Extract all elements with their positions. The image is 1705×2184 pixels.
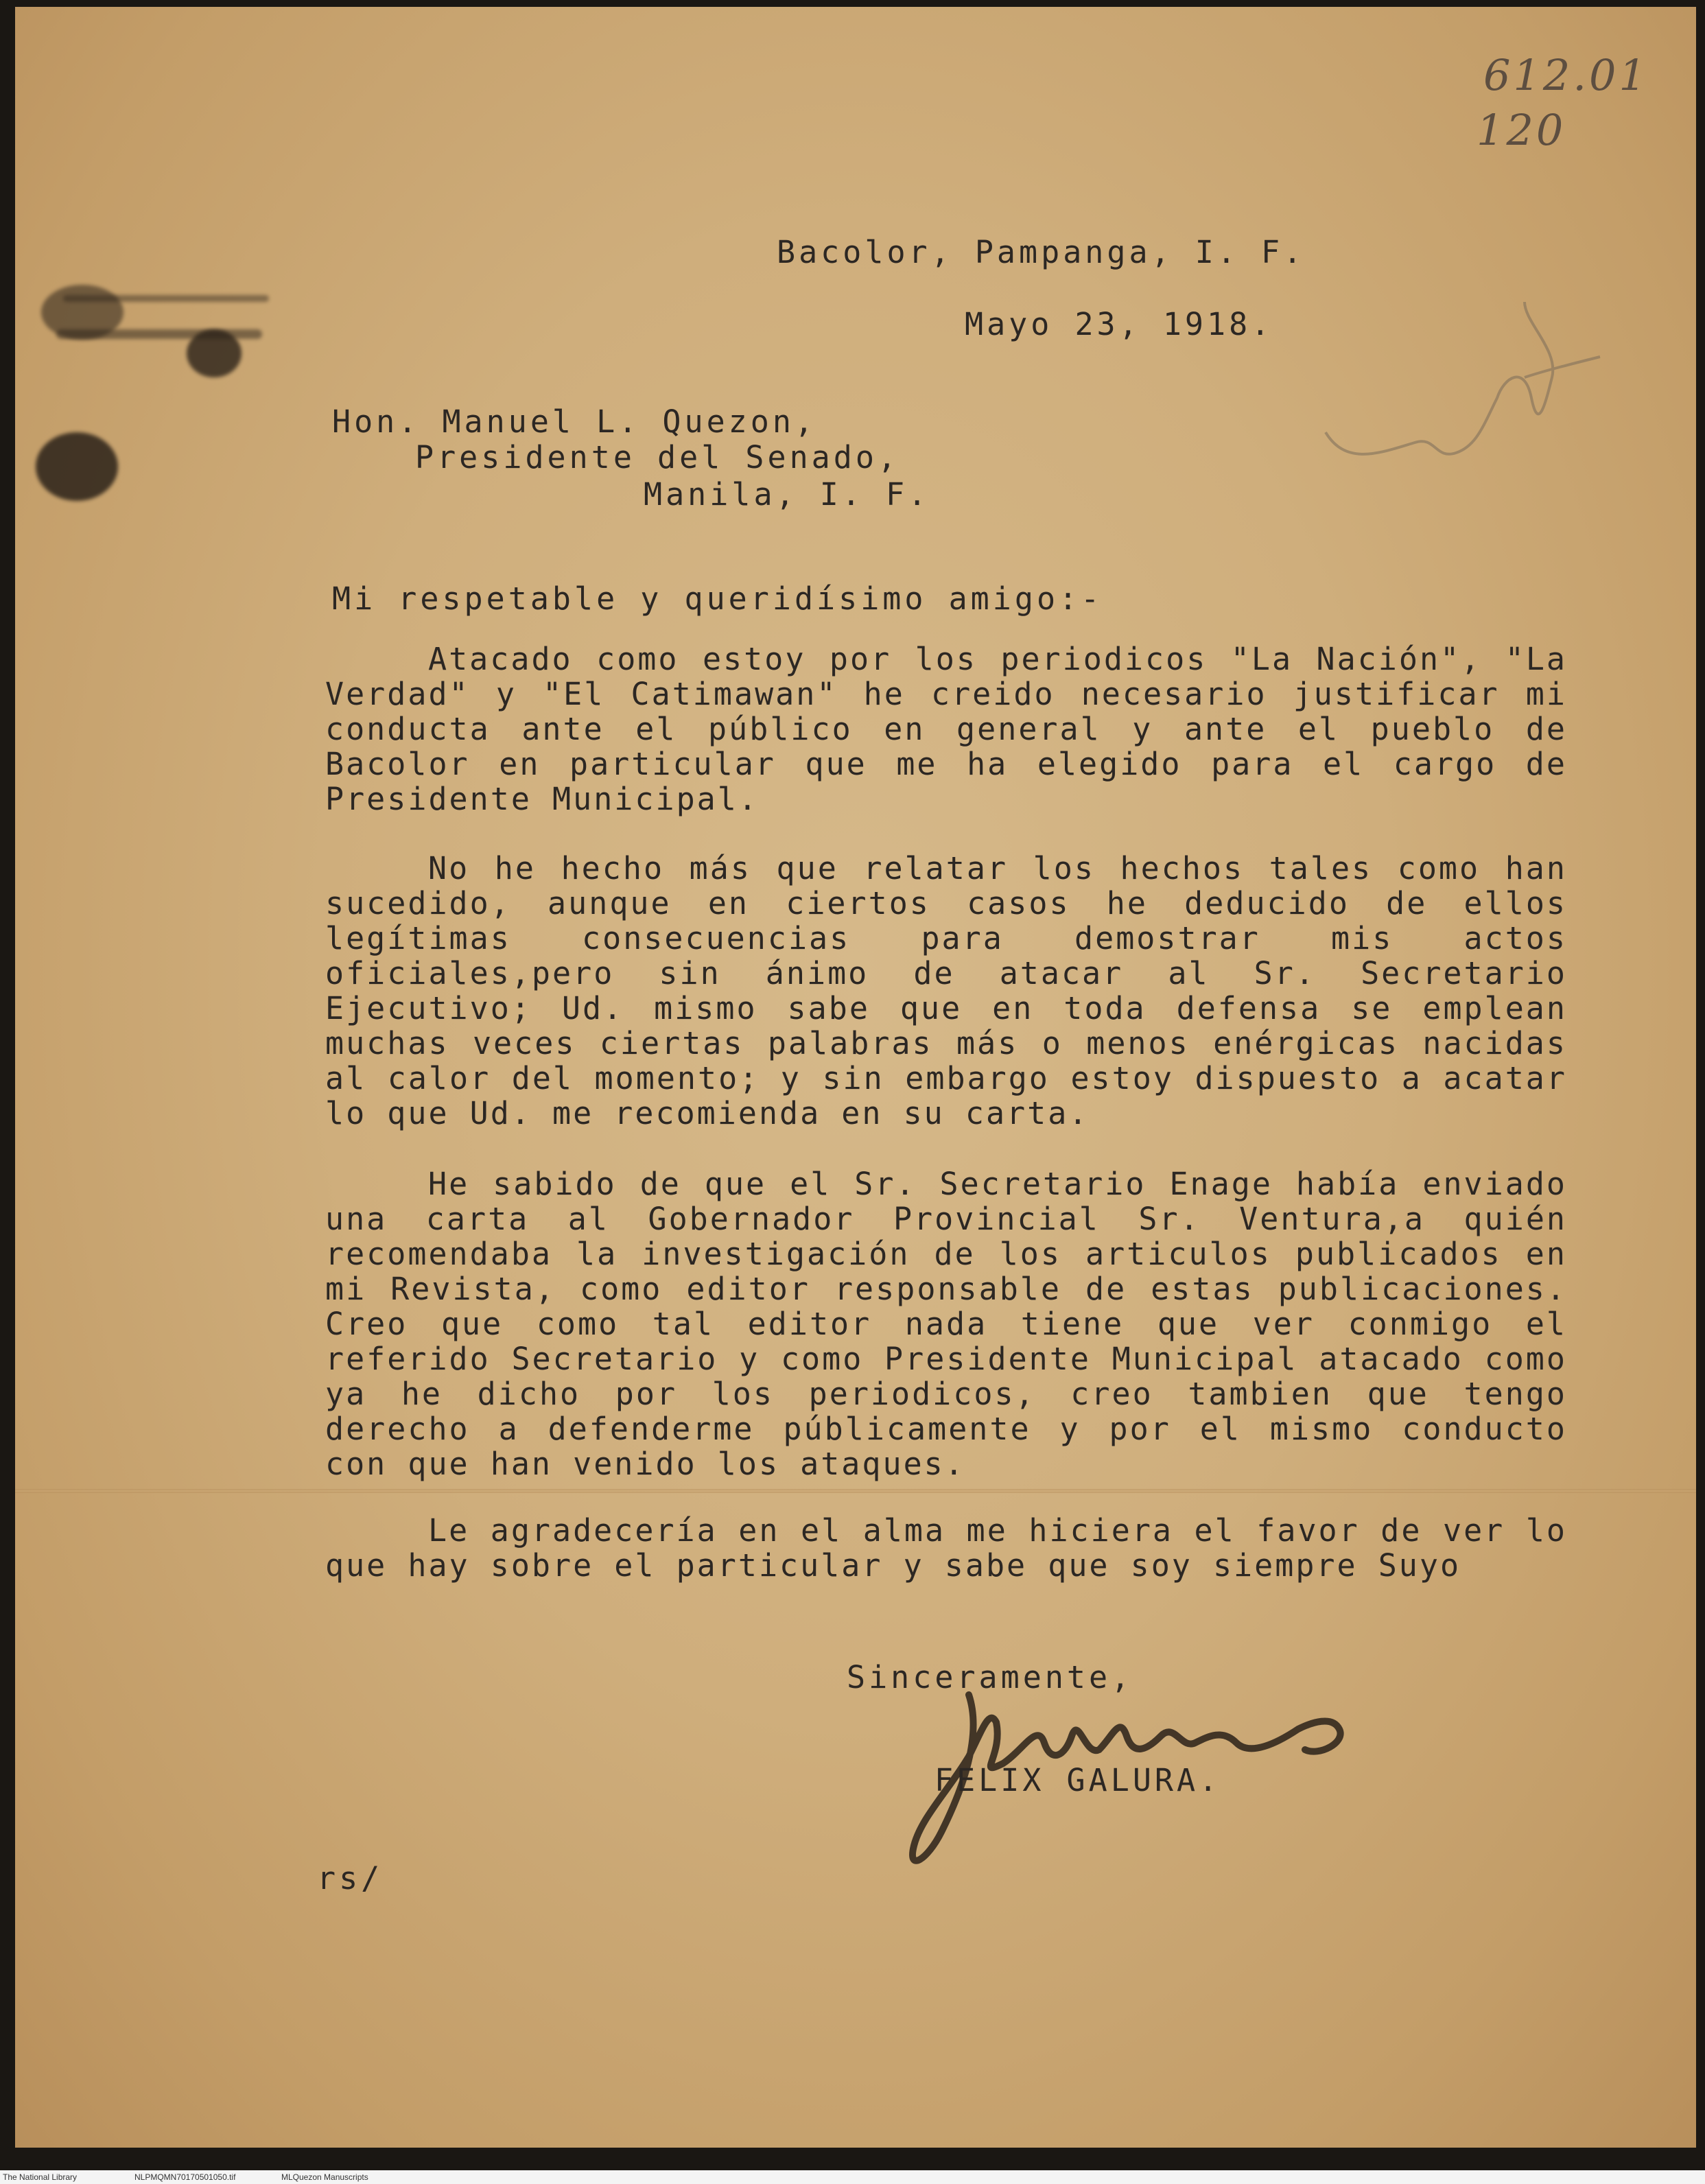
addressee-line-3: Manila, I. F. [644,476,930,513]
addressee-line-2: Presidente del Senado, [415,439,900,475]
salutation: Mi respetable y queridísimo amigo:- [332,580,1103,617]
ink-stain [56,329,262,339]
ink-stain [63,295,269,302]
body-paragraph-3: He sabido de que el Sr. Secretario Enage había enviado una carta al Gobernador Provincial Sr. Ventura,a quién recomendaba la investigación de los articulos publicados en mi Revista, como editor responsable de estas publicaciones. Creo que como tal editor nada tiene que ver conmigo el referido Secretario y como Presidente Municipal atacado como ya he dicho por los periodicos, creo tambien que tengo derecho a defenderme públicamente y por el mismo conducto con que han venido los ataques. [325,1166,1567,1482]
letter-date: Mayo 23, 1918. [965,306,1273,342]
letter-place: Bacolor, Pampanga, I. F. [777,234,1306,270]
closing: Sinceramente, [847,1659,1133,1695]
scan-footer [0,2170,1705,2184]
annotation-line-1: 612.01 [1483,50,1649,100]
signer-name: FELIX GALURA. [934,1762,1221,1798]
body-paragraph-4: Le agradecería en el alma me hiciera el favor de ver lo que hay sobre el particular y sabe que soy siempre Suyo [325,1512,1567,1584]
footer-collection: MLQuezon Manuscripts [281,2172,368,2182]
footer-library: The National Library [3,2172,78,2182]
pencil-mark-icon [1319,295,1607,473]
annotation-line-2: 120 [1477,105,1566,155]
fold-crease [15,1489,1696,1493]
addressee-line-1: Hon. Manuel L. Quezon, [332,403,817,440]
archive-annotation [1477,48,1649,158]
body-paragraph-1: Atacado como estoy por los periodicos "La Nación", "La Verdad" y "El Catimawan" he creido necesario justificar mi conducta ante el público en general y ante el pueblo de Bacolor en particular que me ha elegido para el cargo de Presidente Municipal. [325,641,1567,817]
letter-page [15,7,1696,2148]
ink-stain [36,432,118,501]
footer-filename: NLPMQMN70170501050.tif [134,2172,236,2182]
typist-initials: rs/ [317,1860,384,1897]
body-paragraph-2: No he hecho más que relatar los hechos tales como han sucedido, aunque en ciertos casos he deducido de ellos legítimas consecuencias para demostrar mis actos oficiales,pero sin ánimo de atacar al Sr. Secretario Ejecutivo; Ud. mismo sabe que en toda defensa se emplean muchas veces ciertas palabras más o menos enérgicas nacidas al calor del momento; y sin embargo estoy dispuesto a acatar lo que Ud. me recomienda en su carta. [325,850,1567,1131]
